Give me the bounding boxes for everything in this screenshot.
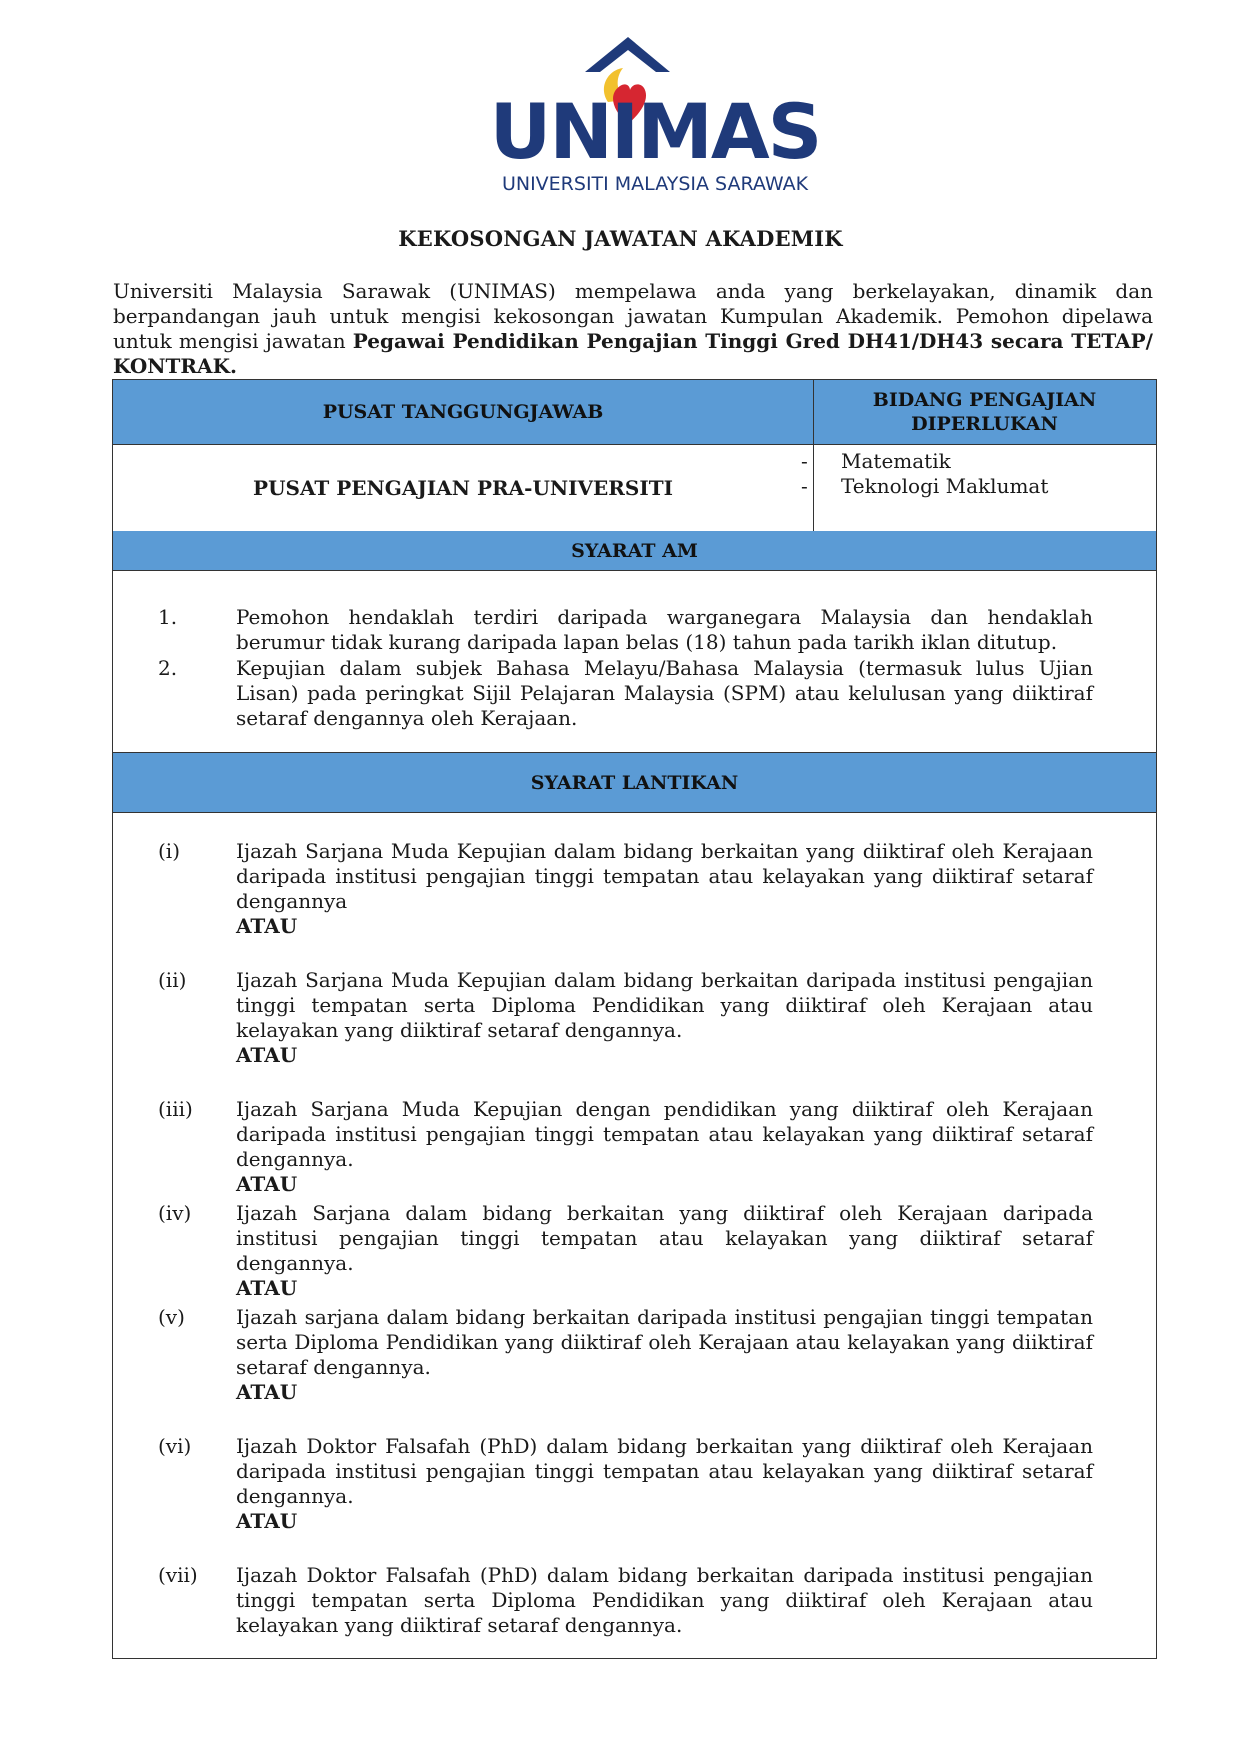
list-item: 2. Kepujian dalam subjek Bahasa Melayu/Bahasa Malaysia (termasuk lulus Ujian Lisan) pada peringkat Sijil Pelajaran Malaysia (SPM) atau kelulusan yang diiktiraf setaraf dengannya oleh Kerajaan. (158, 656, 1093, 730)
atau-label: ATAU (236, 1380, 298, 1404)
header-bidang-line1: BIDANG PENGAJIAN (872, 389, 1097, 411)
bidang-matematik: Matematik (841, 449, 951, 473)
bidang-list (801, 449, 1048, 499)
list-item: (iv) Ijazah Sarjana dalam bidang berkaitan yang diiktiraf oleh Kerajaan daripada institusi pengajian tinggi tempatan atau kelayakan yang diiktiraf setaraf dengannya. ATAU (158, 1201, 1093, 1300)
atau-label: ATAU (236, 1172, 298, 1196)
list-item: (v) Ijazah sarjana dalam bidang berkaitan daripada institusi pengajian tinggi tempatan serta Diploma Pendidikan yang diiktiraf oleh Kerajaan atau kelayakan yang diiktiraf setaraf dengannya. ATAU (158, 1305, 1093, 1404)
logo-wordmark: UNIMAS (489, 87, 821, 176)
syarat-lantikan-header (113, 753, 1156, 813)
list-item: - Matematik (801, 449, 951, 473)
list-item: - Teknologi Maklumat (801, 474, 1049, 498)
intro-position: Pegawai Pendidikan Pengajian Tinggi Gred DH41/DH43 secara TETAP/ KONTRAK. (113, 329, 1153, 378)
pusat-value: PUSAT PENGAJIAN PRA-UNIVERSITI (253, 475, 673, 500)
logo-subtitle: UNIVERSITI MALAYSIA SARAWAK (501, 173, 809, 195)
atau-label: ATAU (236, 1043, 298, 1067)
atau-label: ATAU (236, 1276, 298, 1300)
list-item: (vii) Ijazah Doktor Falsafah (PhD) dalam bidang berkaitan daripada institusi pengajian tinggi tempatan serta Diploma Pendidikan yang diiktiraf oleh Kerajaan atau kelayakan yang diiktiraf setaraf dengannya. (158, 1563, 1093, 1637)
vacancy-table (112, 379, 1157, 1659)
header-bidang-line2: DIPERLUKAN (911, 413, 1058, 435)
table-header-row (113, 380, 1156, 445)
list-item: (i) Ijazah Sarjana Muda Kepujian dalam bidang berkaitan yang diiktiraf oleh Kerajaan daripada institusi pengajian tinggi tempatan atau kelayakan yang diiktiraf setaraf dengannya ATAU (158, 839, 1093, 938)
table-data-row (113, 444, 1156, 532)
page-title: KEKOSONGAN JAWATAN AKADEMIK (398, 226, 843, 251)
bidang-teknologi-maklumat: Teknologi Maklumat (841, 474, 1049, 498)
atau-label: ATAU (236, 914, 298, 938)
syarat-am-header (113, 531, 1156, 571)
syarat-am-title: SYARAT AM (571, 539, 698, 562)
list-item: (ii) Ijazah Sarjana Muda Kepujian dalam bidang berkaitan daripada institusi pengajian tinggi tempatan serta Diploma Pendidikan yang diiktiraf oleh Kerajaan atau kelayakan yang diiktiraf setaraf dengannya. ATAU (158, 968, 1093, 1067)
unimas-emblem-icon (480, 32, 830, 200)
intro-text: Universiti Malaysia Sarawak (UNIMAS) mempelawa anda yang berkelayakan, dinamik dan berpandangan jauh untuk mengisi kekosongan jawatan Kumpulan Akademik. Pemohon dipelawa untuk mengisi jawatan (113, 279, 1153, 353)
atau-label: ATAU (236, 1509, 298, 1533)
syarat-lantikan-title: SYARAT LANTIKAN (530, 771, 739, 794)
intro-paragraph (113, 279, 1153, 379)
header-pusat: PUSAT TANGGUNGJAWAB (322, 401, 604, 423)
list-item: (vi) Ijazah Doktor Falsafah (PhD) dalam bidang berkaitan yang diiktiraf oleh Kerajaan daripada institusi pengajian tinggi tempatan atau kelayakan yang diiktiraf setaraf dengannya. ATAU (158, 1434, 1093, 1533)
list-item: 1. Pemohon hendaklah terdiri daripada warganegara Malaysia dan hendaklah berumur tidak kurang daripada lapan belas (18) tahun pada tarikh iklan ditutup. (158, 605, 1093, 654)
list-item: (iii) Ijazah Sarjana Muda Kepujian dengan pendidikan yang diiktiraf oleh Kerajaan daripada institusi pengajian tinggi tempatan atau kelayakan yang diiktiraf setaraf dengannya. ATAU (158, 1097, 1093, 1196)
unimas-logo (480, 32, 830, 200)
syarat-am-list (113, 571, 1156, 752)
header-bidang (813, 380, 1156, 444)
